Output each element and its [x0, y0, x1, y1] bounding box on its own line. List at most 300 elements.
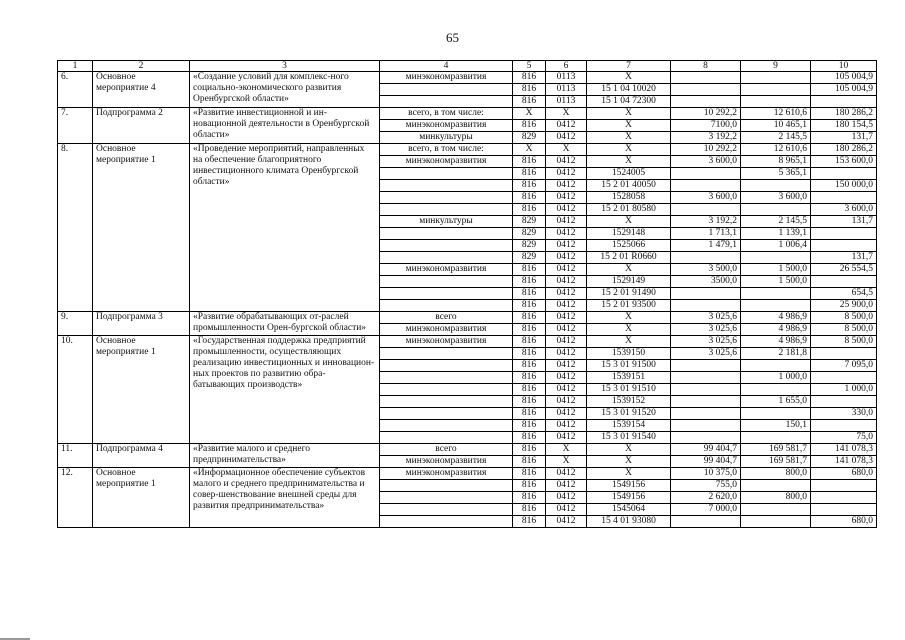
row-status: Основное мероприятие 4 [93, 72, 190, 108]
value-col8 [671, 72, 741, 84]
executor-cell: минэкономразвития [380, 264, 513, 276]
csr-cell: X [587, 216, 671, 228]
value-col10: 105 004,9 [811, 72, 877, 84]
value-col10: 105 004,9 [811, 84, 877, 96]
executor-cell [380, 396, 513, 408]
value-col8: 2 620,0 [671, 492, 741, 504]
value-col9 [741, 96, 811, 108]
csr-cell: 15 2 01 80580 [587, 204, 671, 216]
row-number: 11. [58, 444, 93, 468]
value-col9: 1 655,0 [741, 396, 811, 408]
grbs-cell: 816 [513, 480, 546, 492]
grbs-cell: 816 [513, 300, 546, 312]
rzpr-cell: 0412 [546, 504, 587, 516]
value-col10: 1 000,0 [811, 384, 877, 396]
row-title: «Развитие обрабатывающих от-раслей промышленности Орен-бургской области» [190, 312, 380, 336]
csr-cell: X [587, 108, 671, 120]
value-col9: 169 581,7 [741, 444, 811, 456]
csr-cell: 15 2 01 40050 [587, 180, 671, 192]
value-col8 [671, 384, 741, 396]
value-col8 [671, 168, 741, 180]
value-col8: 10 292,2 [671, 144, 741, 156]
executor-cell [380, 252, 513, 264]
value-col9: 1 000,0 [741, 372, 811, 384]
value-col10 [811, 240, 877, 252]
value-col8: 3 192,2 [671, 216, 741, 228]
rzpr-cell: 0412 [546, 432, 587, 444]
grbs-cell: 816 [513, 348, 546, 360]
value-col9: 5 365,1 [741, 168, 811, 180]
grbs-cell: 816 [513, 204, 546, 216]
grbs-cell: X [513, 144, 546, 156]
value-col8: 3500,0 [671, 276, 741, 288]
value-col10: 131,7 [811, 132, 877, 144]
executor-cell [380, 504, 513, 516]
grbs-cell: 816 [513, 492, 546, 504]
value-col8 [671, 420, 741, 432]
row-status: Подпрограмма 2 [93, 108, 190, 144]
value-col10: 7 095,0 [811, 360, 877, 372]
rzpr-cell: 0113 [546, 84, 587, 96]
executor-cell: минэкономразвития [380, 324, 513, 336]
value-col10 [811, 168, 877, 180]
csr-cell: X [587, 468, 671, 480]
grbs-cell: 816 [513, 456, 546, 468]
value-col8: 755,0 [671, 480, 741, 492]
csr-cell: 15 2 01 91490 [587, 288, 671, 300]
value-col10: 153 600,0 [811, 156, 877, 168]
grbs-cell: X [513, 108, 546, 120]
value-col10 [811, 276, 877, 288]
value-col8 [671, 396, 741, 408]
value-col9: 2 181,8 [741, 348, 811, 360]
grbs-cell: 816 [513, 276, 546, 288]
csr-cell: 15 3 01 91510 [587, 384, 671, 396]
value-col10: 330,0 [811, 408, 877, 420]
rzpr-cell: X [546, 444, 587, 456]
value-col9 [741, 180, 811, 192]
executor-cell: всего, в том числе: [380, 144, 513, 156]
grbs-cell: 816 [513, 468, 546, 480]
value-col9: 4 986,9 [741, 312, 811, 324]
value-col10: 654,5 [811, 288, 877, 300]
value-col9: 1 006,4 [741, 240, 811, 252]
rzpr-cell: 0412 [546, 228, 587, 240]
csr-cell: 15 3 01 91520 [587, 408, 671, 420]
rzpr-cell: 0412 [546, 240, 587, 252]
value-col9: 2 145,5 [741, 132, 811, 144]
value-col8 [671, 288, 741, 300]
value-col8 [671, 252, 741, 264]
page-number: 65 [446, 30, 459, 45]
executor-cell: всего, в том числе: [380, 108, 513, 120]
csr-cell: X [587, 312, 671, 324]
grbs-cell: 829 [513, 132, 546, 144]
grbs-cell: 816 [513, 360, 546, 372]
executor-cell [380, 180, 513, 192]
table-row [58, 72, 877, 84]
value-col8: 3 500,0 [671, 264, 741, 276]
executor-cell: минэкономразвития [380, 336, 513, 348]
rzpr-cell: 0412 [546, 336, 587, 348]
executor-cell: минкультуры [380, 132, 513, 144]
csr-cell: X [587, 120, 671, 132]
value-col10: 8 500,0 [811, 312, 877, 324]
csr-cell: 15 1 04 72300 [587, 96, 671, 108]
row-title: «Проведение мероприятий, направленных на обеспечение благоприятного инвестиционного климата Оренбургской области» [190, 144, 380, 312]
table-row [58, 144, 877, 156]
grbs-cell: 816 [513, 312, 546, 324]
row-number: 12. [58, 468, 93, 528]
rzpr-cell: 0412 [546, 288, 587, 300]
executor-cell: минэкономразвития [380, 456, 513, 468]
grbs-cell: 816 [513, 180, 546, 192]
rzpr-cell: 0412 [546, 168, 587, 180]
csr-cell: 15 2 01 R0660 [587, 252, 671, 264]
value-col8: 10 292,2 [671, 108, 741, 120]
value-col10 [811, 348, 877, 360]
csr-cell: 1528058 [587, 192, 671, 204]
csr-cell: X [587, 72, 671, 84]
table-row [58, 312, 877, 324]
table-row [58, 336, 877, 348]
rzpr-cell: 0412 [546, 360, 587, 372]
rzpr-cell: 0412 [546, 396, 587, 408]
value-col9 [741, 300, 811, 312]
grbs-cell: 829 [513, 216, 546, 228]
value-col9 [741, 72, 811, 84]
executor-cell [380, 168, 513, 180]
rzpr-cell: 0412 [546, 192, 587, 204]
column-header: 6 [546, 61, 587, 72]
value-col9: 1 500,0 [741, 264, 811, 276]
row-title: «Развитие инвестиционной и ин-новационной деятельности в Оренбургской области» [190, 108, 380, 144]
executor-cell: минэкономразвития [380, 120, 513, 132]
value-col9 [741, 408, 811, 420]
grbs-cell: 816 [513, 156, 546, 168]
executor-cell [380, 288, 513, 300]
grbs-cell: 816 [513, 396, 546, 408]
value-col10: 75,0 [811, 432, 877, 444]
value-col9: 12 610,6 [741, 144, 811, 156]
value-col8 [671, 84, 741, 96]
value-col9: 8 965,1 [741, 156, 811, 168]
row-status: Основное мероприятие 1 [93, 336, 190, 444]
grbs-cell: 829 [513, 240, 546, 252]
rzpr-cell: X [546, 108, 587, 120]
value-col8: 3 025,6 [671, 324, 741, 336]
grbs-cell: 816 [513, 168, 546, 180]
value-col9: 10 465,1 [741, 120, 811, 132]
executor-cell [380, 420, 513, 432]
executor-cell: минкультуры [380, 216, 513, 228]
rzpr-cell: 0412 [546, 420, 587, 432]
executor-cell [380, 192, 513, 204]
value-col10: 8 500,0 [811, 336, 877, 348]
value-col9 [741, 504, 811, 516]
grbs-cell: 816 [513, 444, 546, 456]
rzpr-cell: 0412 [546, 204, 587, 216]
csr-cell: 15 3 01 91540 [587, 432, 671, 444]
value-col10 [811, 480, 877, 492]
value-col10 [811, 96, 877, 108]
rzpr-cell: 0412 [546, 180, 587, 192]
csr-cell: X [587, 324, 671, 336]
rzpr-cell: 0113 [546, 72, 587, 84]
grbs-cell: 816 [513, 72, 546, 84]
executor-cell: минэкономразвития [380, 156, 513, 168]
rzpr-cell: 0412 [546, 156, 587, 168]
row-title: «Создание условий для комплекс-ного социально-экономического развития Оренбургской области» [190, 72, 380, 108]
grbs-cell: 816 [513, 420, 546, 432]
column-header: 9 [741, 61, 811, 72]
column-header: 4 [380, 61, 513, 72]
grbs-cell: 816 [513, 516, 546, 528]
executor-cell: минэкономразвития [380, 468, 513, 480]
value-col10: 180 286,2 [811, 108, 877, 120]
value-col10 [811, 228, 877, 240]
grbs-cell: 816 [513, 384, 546, 396]
grbs-cell: 816 [513, 324, 546, 336]
column-header: 5 [513, 61, 546, 72]
rzpr-cell: X [546, 144, 587, 156]
value-col10: 680,0 [811, 468, 877, 480]
rzpr-cell: 0412 [546, 348, 587, 360]
value-col8: 3 600,0 [671, 192, 741, 204]
value-col8 [671, 432, 741, 444]
row-status: Подпрограмма 4 [93, 444, 190, 468]
value-col10: 25 900,0 [811, 300, 877, 312]
table-row [58, 108, 877, 120]
header-row [58, 61, 877, 72]
csr-cell: 15 1 04 10020 [587, 84, 671, 96]
rzpr-cell: 0412 [546, 216, 587, 228]
rzpr-cell: 0412 [546, 300, 587, 312]
value-col10 [811, 492, 877, 504]
budget-table [57, 60, 877, 528]
value-col10: 141 078,3 [811, 456, 877, 468]
csr-cell: 1525066 [587, 240, 671, 252]
value-col9: 169 581,7 [741, 456, 811, 468]
row-number: 9. [58, 312, 93, 336]
value-col8: 1 479,1 [671, 240, 741, 252]
value-col8: 3 192,2 [671, 132, 741, 144]
grbs-cell: 816 [513, 408, 546, 420]
value-col9: 800,0 [741, 492, 811, 504]
row-number: 7. [58, 108, 93, 144]
value-col10: 131,7 [811, 216, 877, 228]
csr-cell: 1524005 [587, 168, 671, 180]
grbs-cell: 816 [513, 504, 546, 516]
column-header: 10 [811, 61, 877, 72]
rzpr-cell: 0412 [546, 120, 587, 132]
executor-cell [380, 516, 513, 528]
value-col8 [671, 516, 741, 528]
value-col9: 4 986,9 [741, 324, 811, 336]
csr-cell: 1539152 [587, 396, 671, 408]
grbs-cell: 816 [513, 192, 546, 204]
executor-cell [380, 204, 513, 216]
csr-cell: 15 3 01 91500 [587, 360, 671, 372]
rzpr-cell: 0412 [546, 384, 587, 396]
grbs-cell: 816 [513, 336, 546, 348]
executor-cell [380, 384, 513, 396]
csr-cell: 1549156 [587, 480, 671, 492]
rzpr-cell: 0412 [546, 372, 587, 384]
value-col8: 7 000,0 [671, 504, 741, 516]
row-status: Подпрограмма 3 [93, 312, 190, 336]
rzpr-cell: X [546, 456, 587, 468]
executor-cell [380, 228, 513, 240]
executor-cell [380, 432, 513, 444]
executor-cell [380, 372, 513, 384]
csr-cell: 1529149 [587, 276, 671, 288]
value-col10: 150 000,0 [811, 180, 877, 192]
rzpr-cell: 0412 [546, 468, 587, 480]
value-col8: 7100,0 [671, 120, 741, 132]
grbs-cell: 816 [513, 288, 546, 300]
csr-cell: 1529148 [587, 228, 671, 240]
value-col8: 3 600,0 [671, 156, 741, 168]
value-col8: 10 375,0 [671, 468, 741, 480]
value-col8 [671, 300, 741, 312]
value-col9 [741, 252, 811, 264]
column-header: 2 [93, 61, 190, 72]
executor-cell [380, 348, 513, 360]
value-col8 [671, 96, 741, 108]
rzpr-cell: 0412 [546, 516, 587, 528]
value-col9: 2 145,5 [741, 216, 811, 228]
value-col10 [811, 372, 877, 384]
grbs-cell: 816 [513, 372, 546, 384]
grbs-cell: 816 [513, 264, 546, 276]
value-col9: 800,0 [741, 468, 811, 480]
value-col10: 131,7 [811, 252, 877, 264]
grbs-cell: 829 [513, 252, 546, 264]
executor-cell [380, 360, 513, 372]
column-header: 3 [190, 61, 380, 72]
value-col10 [811, 192, 877, 204]
value-col8 [671, 360, 741, 372]
value-col8: 1 713,1 [671, 228, 741, 240]
executor-cell: всего [380, 312, 513, 324]
executor-cell: всего [380, 444, 513, 456]
value-col9 [741, 384, 811, 396]
executor-cell [380, 96, 513, 108]
row-title: «Развитие малого и среднего предпринимательства» [190, 444, 380, 468]
csr-cell: X [587, 156, 671, 168]
grbs-cell: 816 [513, 120, 546, 132]
csr-cell: 1545064 [587, 504, 671, 516]
row-title: «Государственная поддержка предприятий промышленности, осуществляющих реализацию инвестиционных и инновацион-ных проектов по развитию обра-батывающих производств» [190, 336, 380, 444]
csr-cell: 15 2 01 93500 [587, 300, 671, 312]
row-status: Основное мероприятие 1 [93, 468, 190, 528]
column-header: 7 [587, 61, 671, 72]
value-col10: 180 154,5 [811, 120, 877, 132]
grbs-cell: 816 [513, 432, 546, 444]
grbs-cell: 829 [513, 228, 546, 240]
row-number: 10. [58, 336, 93, 444]
csr-cell: 1549156 [587, 492, 671, 504]
rzpr-cell: 0412 [546, 324, 587, 336]
value-col10: 680,0 [811, 516, 877, 528]
table-row [58, 468, 877, 480]
rzpr-cell: 0113 [546, 96, 587, 108]
executor-cell [380, 492, 513, 504]
value-col10: 180 286,2 [811, 144, 877, 156]
value-col8: 3 025,6 [671, 348, 741, 360]
value-col10: 8 500,0 [811, 324, 877, 336]
row-number: 6. [58, 72, 93, 108]
csr-cell: 1539154 [587, 420, 671, 432]
value-col8: 3 025,6 [671, 336, 741, 348]
value-col10 [811, 504, 877, 516]
value-col10: 141 078,3 [811, 444, 877, 456]
csr-cell: 15 4 01 93080 [587, 516, 671, 528]
value-col8 [671, 204, 741, 216]
value-col8: 99 404,7 [671, 444, 741, 456]
executor-cell [380, 408, 513, 420]
table-row [58, 444, 877, 456]
value-col10 [811, 420, 877, 432]
csr-cell: X [587, 144, 671, 156]
executor-cell [380, 276, 513, 288]
executor-cell [380, 300, 513, 312]
rzpr-cell: 0412 [546, 408, 587, 420]
grbs-cell: 816 [513, 84, 546, 96]
value-col9: 150,1 [741, 420, 811, 432]
row-title: «Информационное обеспечение субъектов малого и среднего предпринимательства и совер-шенствование внешней среды для развития предпринимательства» [190, 468, 380, 528]
value-col9 [741, 84, 811, 96]
value-col9: 4 986,9 [741, 336, 811, 348]
value-col9: 1 500,0 [741, 276, 811, 288]
csr-cell: 1539150 [587, 348, 671, 360]
value-col9: 1 139,1 [741, 228, 811, 240]
csr-cell: X [587, 456, 671, 468]
rzpr-cell: 0412 [546, 492, 587, 504]
executor-cell: минэкономразвития [380, 72, 513, 84]
csr-cell: X [587, 336, 671, 348]
grbs-cell: 816 [513, 96, 546, 108]
value-col8 [671, 408, 741, 420]
value-col9 [741, 360, 811, 372]
value-col10 [811, 396, 877, 408]
executor-cell [380, 84, 513, 96]
column-header: 8 [671, 61, 741, 72]
value-col8: 99 404,7 [671, 456, 741, 468]
value-col8 [671, 180, 741, 192]
value-col9 [741, 480, 811, 492]
value-col9 [741, 432, 811, 444]
rzpr-cell: 0412 [546, 132, 587, 144]
value-col9 [741, 516, 811, 528]
row-status: Основное мероприятие 1 [93, 144, 190, 312]
value-col8: 3 025,6 [671, 312, 741, 324]
value-col9: 12 610,6 [741, 108, 811, 120]
csr-cell: 1539151 [587, 372, 671, 384]
value-col9: 3 600,0 [741, 192, 811, 204]
rzpr-cell: 0412 [546, 252, 587, 264]
executor-cell [380, 240, 513, 252]
rzpr-cell: 0412 [546, 480, 587, 492]
executor-cell [380, 480, 513, 492]
value-col9 [741, 288, 811, 300]
value-col8 [671, 372, 741, 384]
value-col10: 26 554,5 [811, 264, 877, 276]
rzpr-cell: 0412 [546, 312, 587, 324]
value-col9 [741, 204, 811, 216]
rzpr-cell: 0412 [546, 276, 587, 288]
